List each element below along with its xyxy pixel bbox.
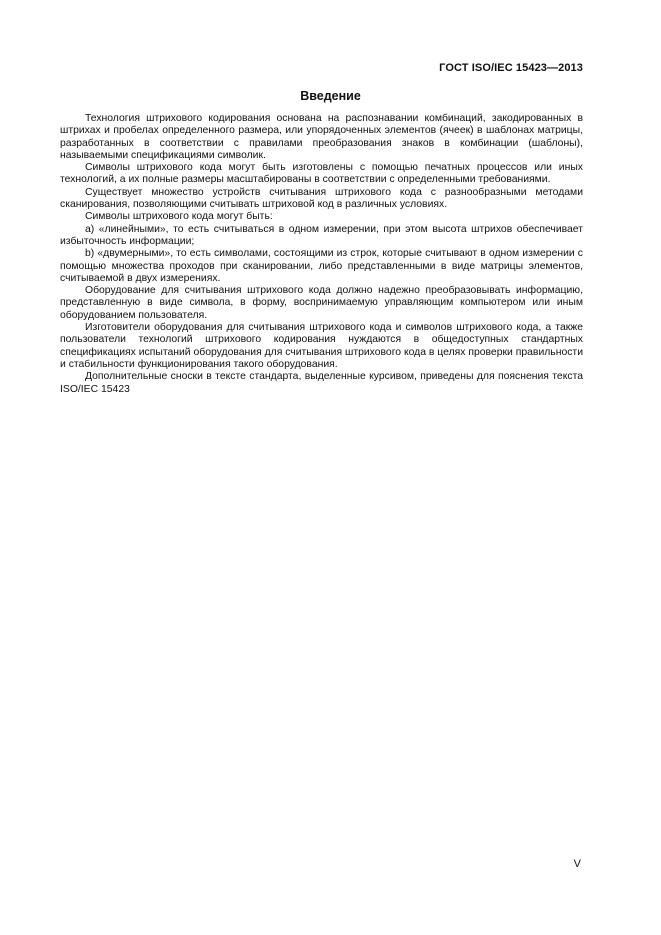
paragraph: Символы штрихового кода могут быть изготовлены с помощью печатных процессов или иных технологий, а их полные размеры масштабированы в соответствии с определенными требованиями. (60, 162, 583, 186)
list-item: а) «линейными», то есть считываться в одном измерении, при этом высота штрихов обеспечивает избыточность информации; (60, 223, 583, 247)
paragraph: Дополнительные сноски в тексте стандарта, выделенные курсивом, приведены для пояснения текста ISO/IEC 15423 (60, 371, 583, 395)
page-number: V (573, 858, 581, 870)
paragraph: Существует множество устройств считывания штрихового кода с разнообразными методами сканирования, позволяющими считывать штриховой код в различных условиях. (60, 186, 583, 211)
paragraph: Оборудование для считывания штрихового кода должно надежно преобразовывать информацию, представленную в виде символа, в форму, воспринимаемую управляющим компьютером или иным оборудованием пользователя. (60, 285, 583, 321)
document-code: ГОСТ ISO/IEC 15423—2013 (439, 62, 583, 74)
section-title: Введение (300, 89, 361, 103)
paragraph: Символы штрихового кода могут быть: (85, 211, 273, 223)
list-item: b) «двумерными», то есть символами, состоящими из строк, которые считывают в одном измерении с помощью множества проходов при сканировании, либо представленными в виде матрицы элементов, считываемой в двух измерениях. (60, 248, 583, 284)
paragraph: Технология штрихового кодирования основана на распознавании комбинаций, закодированных в штрихах и пробелах определенного размера, или упорядоченных элементов (ячеек) в шаблонах матрицы, разработанных в соответствии с правилами преобразования знаков в комбинации (шаблоны), называемыми спецификациями символик. (60, 113, 583, 161)
paragraph: Изготовители оборудования для считывания штрихового кода и символов штрихового кода, а также пользователи технологий штрихового кодирования нуждаются в общедоступных стандартных спецификациях испытаний оборудования для считывания штрихового кода в целях проверки правильности и стабильности функционирования такого оборудования. (60, 322, 583, 370)
body-text (60, 113, 583, 396)
